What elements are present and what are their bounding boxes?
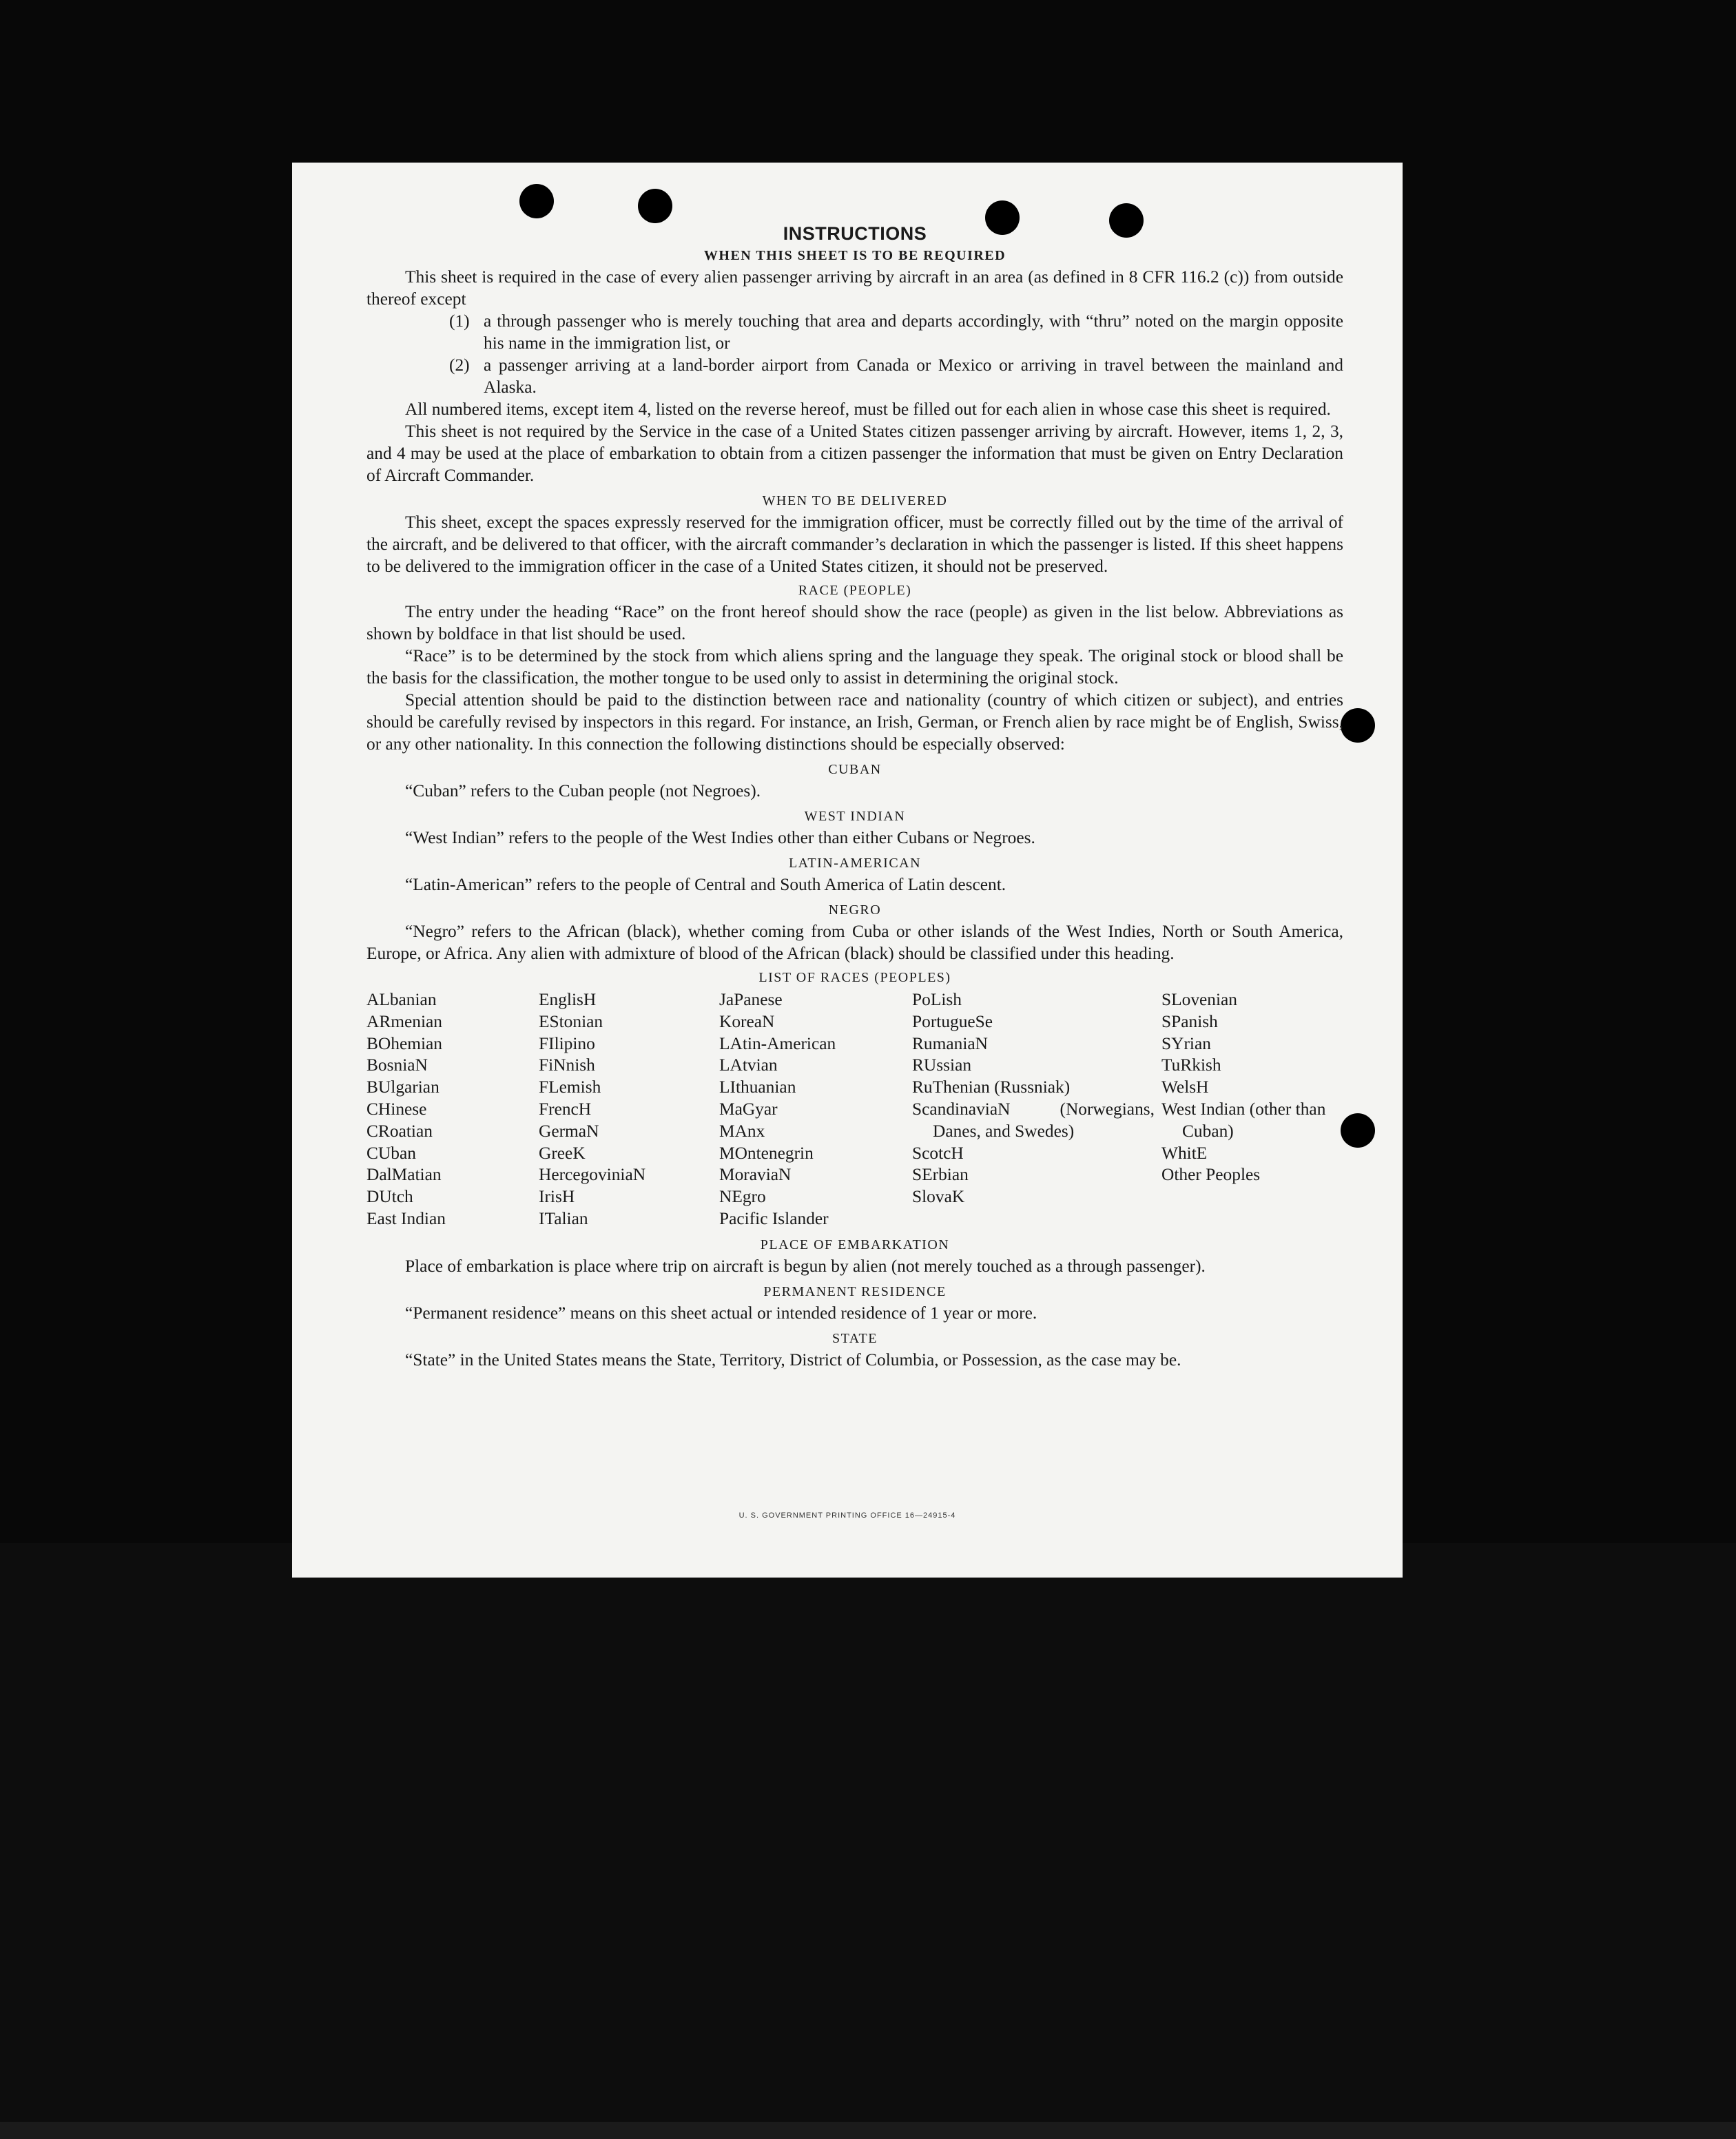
- race-entry: ALbanian: [366, 990, 437, 1009]
- paragraph-race-3: Special attention should be paid to the distinction between race and nationality (country of which citizen or subject), and entries should be carefully revised by inspectors in this regard. For instance, an Irish, German, or French alien by race might be of English, Swiss, or any other nationality. In this connection the following distinctions should be especially observed:: [366, 690, 1343, 754]
- punch-hole-2: [638, 189, 672, 223]
- race-entry: LAtin-American: [719, 1033, 836, 1053]
- race-entry: Other Peoples: [1161, 1165, 1261, 1185]
- race-entry: TuRkish: [1161, 1055, 1221, 1075]
- race-entry: NEgro: [719, 1187, 766, 1207]
- instructions-content: [366, 222, 1343, 1371]
- heading-cuban: CUBAN: [828, 762, 882, 777]
- race-entry: ScandinaviaN (Norwegians, Danes, and Swedes): [912, 1099, 1155, 1141]
- race-entry: PortugueSe: [912, 1011, 993, 1031]
- race-entry: MAnx: [719, 1121, 765, 1141]
- page-title: INSTRUCTIONS: [783, 223, 927, 244]
- paragraph-embarkation: Place of embarkation is place where trip on aircraft is begun by alien (not merely touched as a through passenger).: [405, 1256, 1206, 1276]
- exception-item: [449, 354, 1343, 398]
- race-entry: WelsH: [1161, 1077, 1209, 1097]
- heading-list-of-races: LIST OF RACES (PEOPLES): [758, 970, 951, 985]
- race-entry: EStonian: [539, 1011, 603, 1031]
- heading-when-required: WHEN THIS SHEET IS TO BE REQUIRED: [703, 248, 1006, 263]
- punch-hole-5: [1341, 708, 1375, 743]
- race-entry: RumaniaN: [912, 1033, 989, 1053]
- race-entry: SYrian: [1161, 1033, 1211, 1053]
- race-entry: FrencH: [539, 1099, 592, 1119]
- film-background: [0, 1543, 1736, 2139]
- race-entry: MOntenegrin: [719, 1143, 814, 1163]
- film-edge: [0, 2122, 1736, 2139]
- race-entry: ITalian: [539, 1208, 588, 1228]
- printer-imprint: U. S. GOVERNMENT PRINTING OFFICE 16—24915-4: [738, 1511, 956, 1520]
- heading-state: STATE: [832, 1330, 878, 1346]
- punch-hole-6: [1341, 1113, 1375, 1148]
- race-entry: ARmenian: [366, 1011, 443, 1031]
- race-column: [719, 989, 912, 1230]
- race-entry: East Indian: [366, 1208, 446, 1228]
- race-entry: MoraviaN: [719, 1165, 792, 1185]
- exception-number: (1): [449, 311, 470, 331]
- paragraph-latin-american: “Latin-American” refers to the people of Central and South America of Latin descent.: [405, 875, 1006, 894]
- race-entry: JaPanese: [719, 990, 783, 1009]
- race-entry: BOhemian: [366, 1033, 443, 1053]
- heading-embarkation: PLACE OF EMBARKATION: [760, 1237, 950, 1252]
- race-entry: GermaN: [539, 1121, 599, 1141]
- race-entry: West Indian (other than Cuban): [1161, 1099, 1326, 1141]
- race-entry: CHinese: [366, 1099, 427, 1119]
- paragraph-citizen: This sheet is not required by the Service in the case of a United States citizen passenger arriving by aircraft. However, items 1, 2, 3, and 4 may be used at the place of embarkation to obtain from a citizen passenger the information that must be given on Entry Declaration of Aircraft Commander.: [366, 422, 1343, 485]
- paragraph-negro: “Negro” refers to the African (black), whether coming from Cuba or other islands of the West Indies, North or South America, Europe, or Africa. Any alien with admixture of blood of the African (black) should be classified under this heading.: [366, 922, 1343, 963]
- race-column: [366, 989, 539, 1230]
- race-entry: EnglisH: [539, 990, 597, 1009]
- race-entry: SPanish: [1161, 1011, 1218, 1031]
- heading-negro: NEGRO: [828, 902, 882, 918]
- paragraph-numbered-items: All numbered items, except item 4, listed on the reverse hereof, must be filled out for each alien in whose case this sheet is required.: [405, 400, 1331, 419]
- race-entry: SlovaK: [912, 1187, 965, 1207]
- race-entry: Pacific Islander: [719, 1208, 829, 1228]
- race-entry: FLemish: [539, 1077, 601, 1097]
- paragraph-state: “State” in the United States means the State, Territory, District of Columbia, or Possession, as the case may be.: [405, 1350, 1181, 1370]
- race-entry: MaGyar: [719, 1099, 778, 1119]
- paragraph-permanent-residence: “Permanent residence” means on this sheet actual or intended residence of 1 year or more.: [405, 1303, 1037, 1323]
- instruction-sheet: [292, 163, 1403, 1578]
- race-entry: ScotcH: [912, 1143, 964, 1163]
- paragraph-race-2: “Race” is to be determined by the stock from which aliens spring and the language they speak. The original stock or blood shall be the basis for the classification, the mother tongue to be used only to assist in determining the original stock.: [366, 646, 1343, 688]
- race-entry: LIthuanian: [719, 1077, 796, 1097]
- race-entry: RUssian: [912, 1055, 972, 1075]
- exception-item: [449, 310, 1343, 354]
- race-entry: WhitE: [1161, 1143, 1208, 1163]
- race-column: [912, 989, 1161, 1230]
- paragraph-required-intro: This sheet is required in the case of every alien passenger arriving by aircraft in an area (as defined in 8 CFR 116.2 (c)) from outside thereof except: [366, 267, 1343, 309]
- race-entry: FiNnish: [539, 1055, 595, 1075]
- punch-hole-1: [519, 184, 554, 218]
- race-list: [366, 989, 1343, 1230]
- race-entry: BosniaN: [366, 1055, 428, 1075]
- race-entry: DalMatian: [366, 1165, 442, 1185]
- race-entry: LAtvian: [719, 1055, 778, 1075]
- heading-latin-american: LATIN-AMERICAN: [788, 856, 922, 871]
- exception-text: a through passenger who is merely touching that area and departs accordingly, with “thru” noted on the margin opposite his name in the immigration list, or: [484, 311, 1343, 353]
- paragraph-west-indian: “West Indian” refers to the people of the West Indies other than either Cubans or Negroes.: [405, 828, 1035, 847]
- race-entry: IrisH: [539, 1187, 575, 1207]
- paragraph-race-1: The entry under the heading “Race” on the front hereof should show the race (people) as given in the list below. Abbreviations as shown by boldface in that list should be used.: [366, 602, 1343, 643]
- race-entry: SErbian: [912, 1165, 969, 1185]
- heading-west-indian: WEST INDIAN: [804, 809, 906, 824]
- race-column: [1161, 989, 1343, 1230]
- race-entry: PoLish: [912, 990, 962, 1009]
- paragraph-cuban: “Cuban” refers to the Cuban people (not Negroes).: [405, 781, 761, 800]
- race-entry: HercegoviniaN: [539, 1165, 646, 1185]
- paragraph-delivered: This sheet, except the spaces expressly reserved for the immigration officer, must be correctly filled out by the time of the arrival of the aircraft, and be delivered to that officer, with the aircraft commander’s declaration in which the passenger is listed. If this sheet happens to be delivered to the immigration officer in the case of a United States citizen, it should not be preserved.: [366, 513, 1343, 576]
- exception-text: a passenger arriving at a land-border airport from Canada or Mexico or arriving in travel between the mainland and Alaska.: [484, 355, 1343, 397]
- race-column: [539, 989, 719, 1230]
- race-entry: SLovenian: [1161, 990, 1238, 1009]
- race-entry: CRoatian: [366, 1121, 433, 1141]
- exception-number: (2): [449, 355, 470, 375]
- heading-permanent-residence: PERMANENT RESIDENCE: [763, 1283, 947, 1299]
- heading-when-delivered: WHEN TO BE DELIVERED: [762, 493, 948, 508]
- race-entry: FIlipino: [539, 1033, 595, 1053]
- race-entry: GreeK: [539, 1143, 586, 1163]
- race-entry: KoreaN: [719, 1011, 775, 1031]
- race-entry: RuThenian (Russniak): [912, 1077, 1071, 1097]
- race-entry: BUlgarian: [366, 1077, 440, 1097]
- race-entry: DUtch: [366, 1187, 413, 1207]
- race-entry: CUban: [366, 1143, 416, 1163]
- heading-race: RACE (PEOPLE): [798, 583, 912, 598]
